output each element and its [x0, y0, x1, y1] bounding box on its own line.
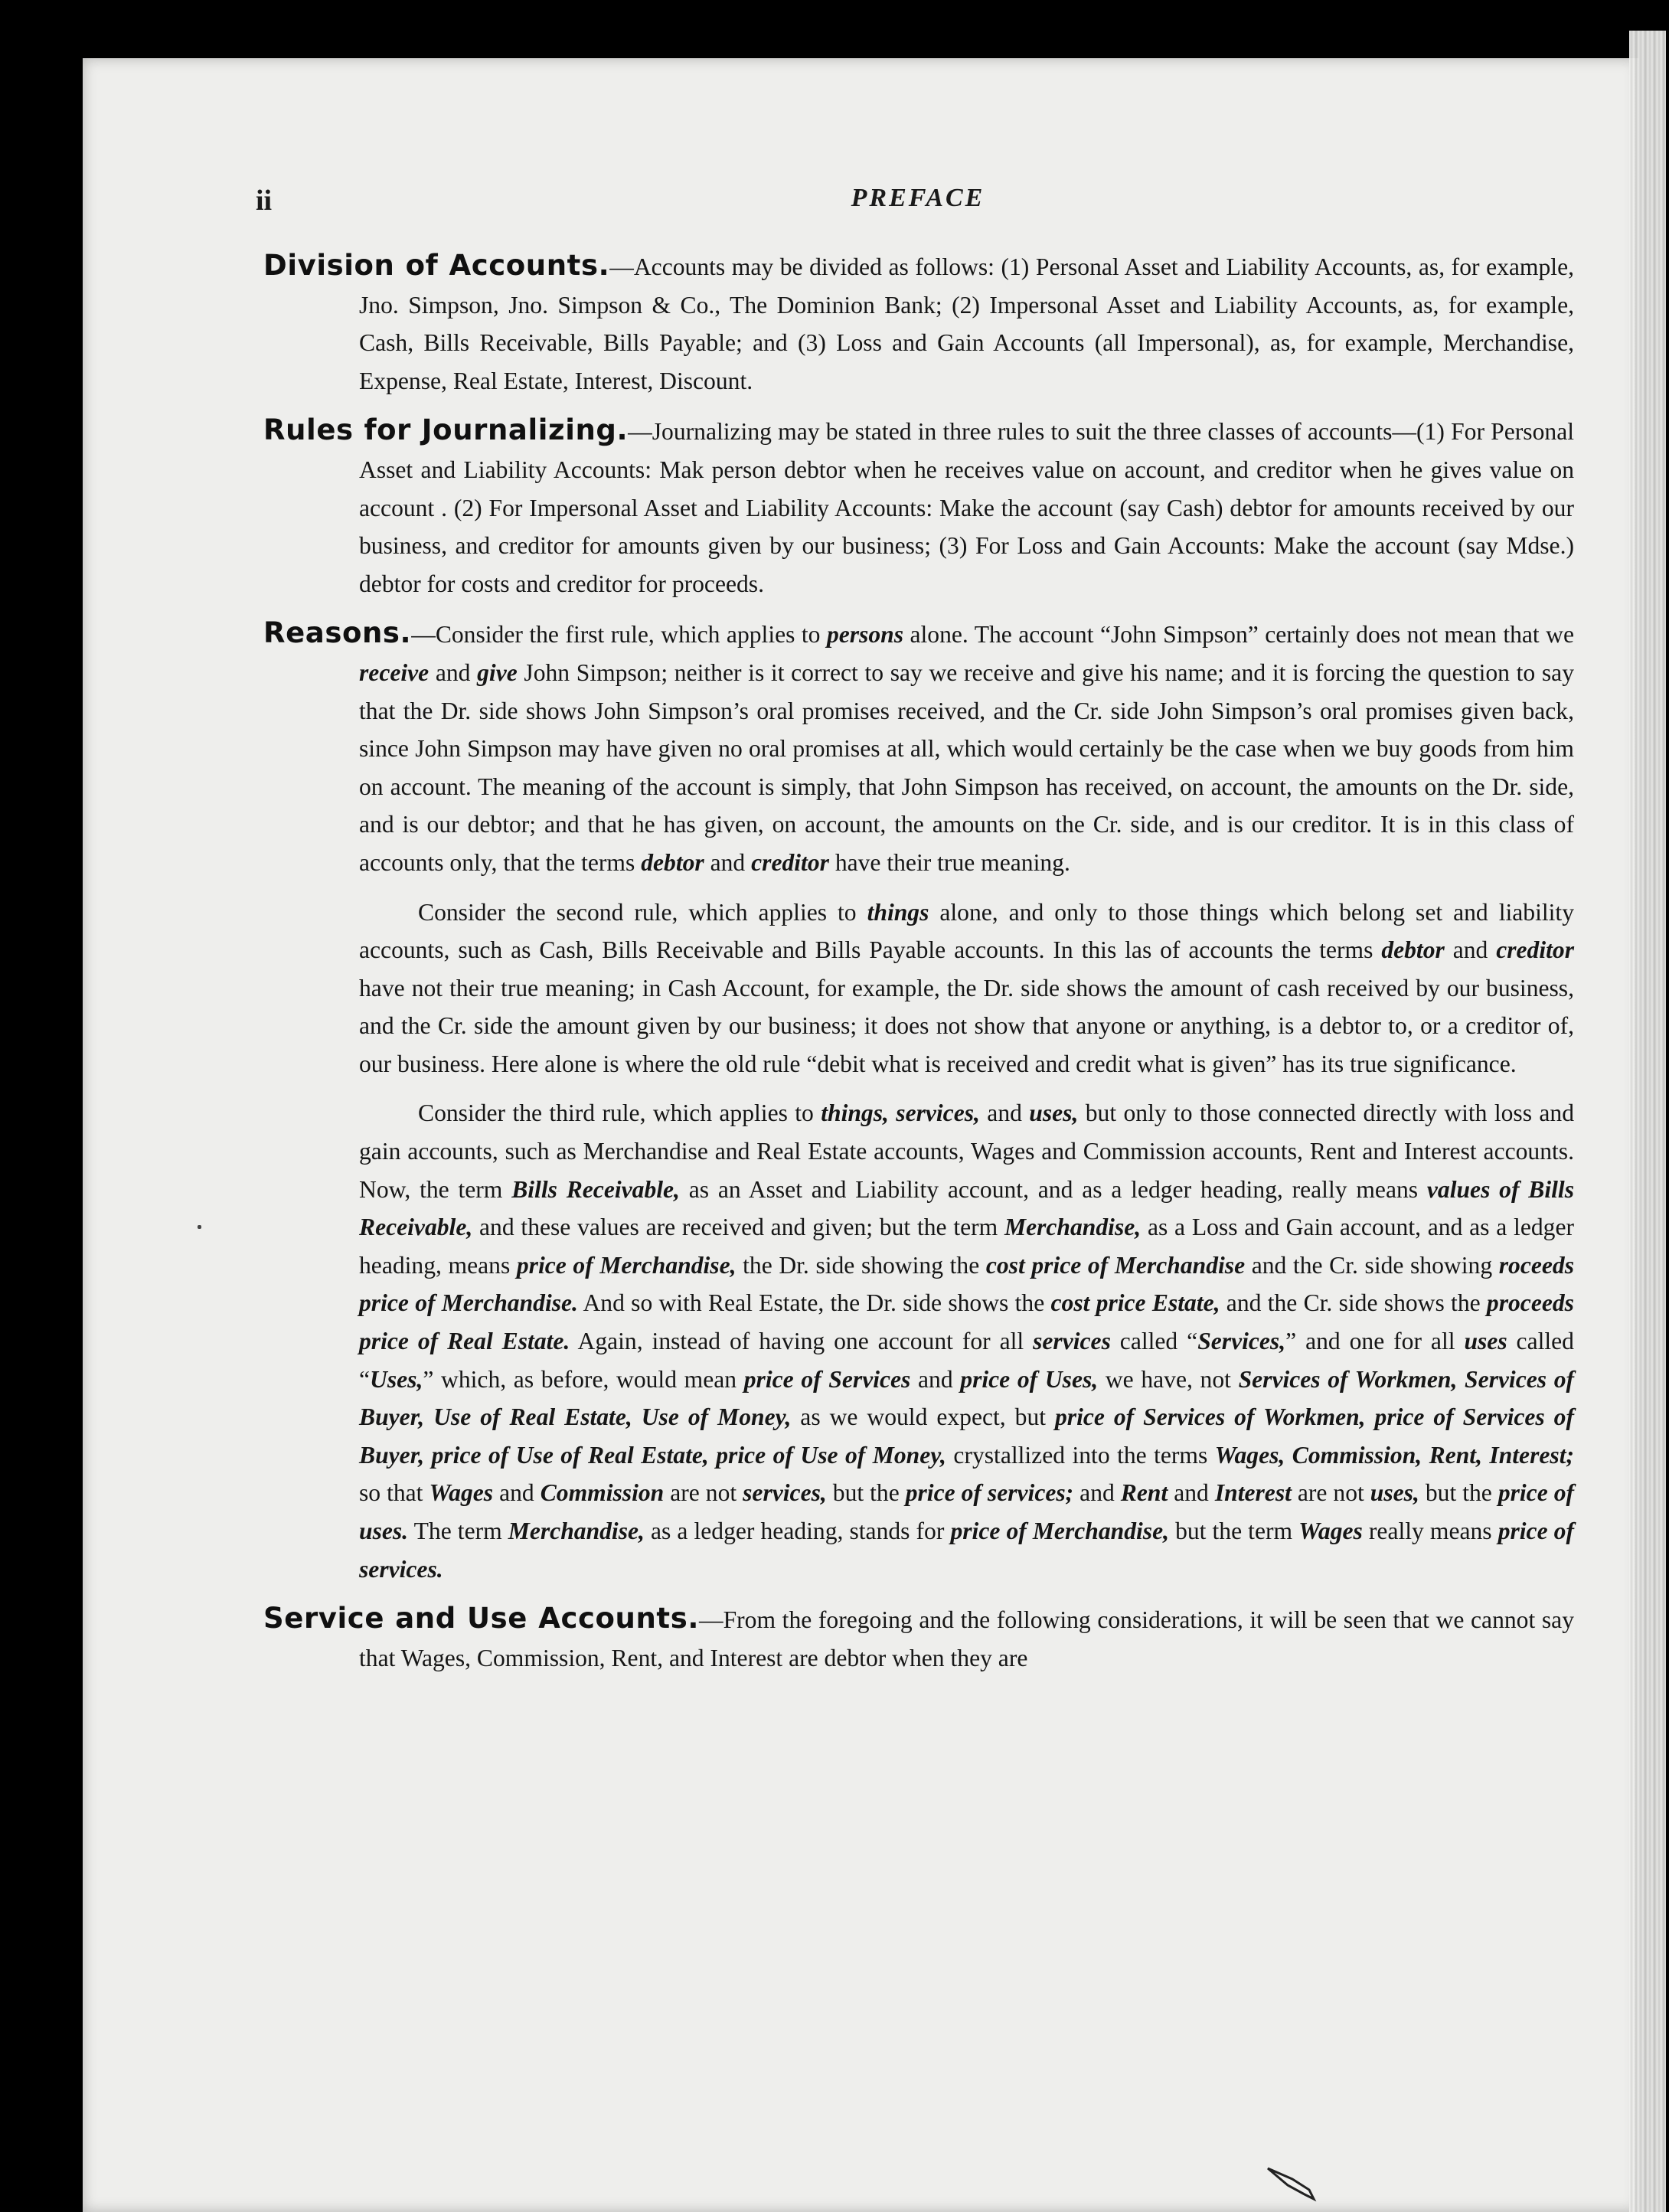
emphasis-run: price of Merchandise, — [950, 1518, 1169, 1544]
emphasis-run: Uses, — [370, 1365, 423, 1393]
emphasis-run: services — [1033, 1328, 1111, 1355]
section-text: —Accounts may be divided as follows: (1) Personal Asset and Liability Accounts, as, for example, Jno. Simpson, Jno. Simpson & Co., The Dominion Bank; (2) Impersonal Asset and Liability Accounts, as, for example, Cash, Bills Receivable, Bills Payable; and (3) Loss and Gain Accounts (all Impersonal), as, for example, Merchandise, Expense, Real Estate, Interest, Discount. — [359, 253, 1574, 394]
emphasis-run: creditor — [1496, 936, 1574, 964]
text-run: and the Cr. side shows the — [1220, 1289, 1487, 1317]
section-text: —Journalizing may be stated in three rules to suit the three classes of accounts—(1) For Personal Asset and Liability Accounts: Mak person debtor when he receives value on account, and creditor when he gives value on account . (2) For Impersonal Asset and Liability Accounts: Make the account (say Cash) debtor for amounts received by our business, and creditor for amounts given by our business; (3) For Loss and Gain Accounts: Make the account (say Mdse.) debtor for costs and creditor for proceeds. — [359, 418, 1574, 597]
text-run: so that — [359, 1479, 429, 1507]
text-run: and — [979, 1099, 1030, 1127]
emphasis-run: uses — [1464, 1328, 1507, 1355]
emphasis-run: price of Services of Workmen, price of Services of Buyer, price of Use of Real Estate, price of Use of Money, — [359, 1403, 1574, 1469]
section-service-and-use-accounts — [263, 1599, 1574, 1677]
text-run: and — [910, 1365, 961, 1393]
text-run: and — [1073, 1479, 1121, 1507]
emphasis-run: roceeds price of Merchandise. — [359, 1251, 1575, 1317]
running-head: PREFACE — [851, 184, 985, 212]
emphasis-run: cost price — [1050, 1289, 1146, 1317]
text-run: and — [493, 1479, 541, 1507]
emphasis-run: receive — [359, 658, 429, 686]
text-run: crystallized into the terms — [946, 1441, 1215, 1469]
emphasis-run: Wages — [1298, 1518, 1363, 1544]
text-run — [1146, 1289, 1152, 1316]
page-edge-stack — [1629, 31, 1666, 2212]
text-run: are not — [664, 1479, 743, 1507]
text-run: called “ — [1110, 1328, 1198, 1355]
section-heading: Service and Use Accounts. — [263, 1602, 699, 1635]
text-run: And so with Real Estate, the Dr. side shows the — [577, 1289, 1051, 1317]
emphasis-run: things, services, — [821, 1099, 980, 1127]
text-run: John Simpson; neither is it correct to say we receive and give his name; and it is forcing the question to say that the Dr. side shows John Simpson’s oral promises received, and the Cr. side John Simpson’s oral promises given back, since John Simpson may have given no oral promises at all, which would certainly be the case when we buy goods from him on account. The meaning of the account is simply, that John Simpson has received, on account, the amounts on the Dr. side, and is our debtor; and that he has given, on account, the amounts on the Cr. side, and is our creditor. It is in this class of accounts only, that the terms — [359, 658, 1574, 876]
emphasis-run: proceeds price of Real Estate. — [359, 1289, 1574, 1355]
emphasis-run: persons — [826, 621, 904, 649]
emphasis-run: cost price of Merchandise — [985, 1251, 1246, 1279]
emphasis-run: price of Services — [743, 1365, 911, 1393]
section-text: —From the foregoing and the following considerations, it will be seen that we cannot say that Wages, Commission, Rent, and Interest are debtor when they are — [359, 1606, 1574, 1671]
text-run: alone. The account “John Simpson” certainly does not mean that we — [903, 621, 1574, 649]
emphasis-run: Interest — [1214, 1479, 1292, 1507]
text-run: but the — [1419, 1479, 1498, 1507]
emphasis-run: price of Uses, — [960, 1365, 1099, 1393]
emphasis-run: Merchandise, — [1004, 1214, 1142, 1241]
emphasis-run: Services of Workmen, Services of Buyer, Use of Real Estate, Use of Money, — [359, 1365, 1575, 1431]
emphasis-run: price of Merchandise, — [516, 1251, 737, 1279]
emphasis-run: Rent — [1120, 1479, 1168, 1507]
text-run: but only to those connected directly with loss and gain accounts, such as Merchandise and Real Estate accounts, Wages and Commission accounts, Rent and Interest accounts. Now, the term — [359, 1099, 1574, 1203]
emphasis-run: give — [477, 658, 518, 686]
text-run: but the — [826, 1479, 906, 1507]
emphasis-run: Commission — [540, 1479, 665, 1507]
text-run: have not their true meaning; in Cash Account, for example, the Dr. side shows the amount of cash received by our business, and the Cr. side the amount given by our business; it does not show that anyone or anything, is a debtor to, or a creditor of, our business. Here alone is where the old rule “debit what is received and credit what is given” has its true significance. — [359, 974, 1574, 1077]
emphasis-run: things — [867, 898, 929, 926]
emphasis-run: services, — [743, 1479, 827, 1507]
text-run: —Consider the first rule, which applies to — [411, 621, 827, 649]
emphasis-run: creditor — [751, 848, 829, 876]
text-run: and these values are received and given; but the term — [472, 1214, 1004, 1241]
emphasis-run: Estate, — [1151, 1289, 1220, 1317]
emphasis-run: price of services; — [905, 1479, 1074, 1507]
text-run: really means — [1362, 1518, 1498, 1544]
emphasis-run: values of Bills Receivable, — [359, 1175, 1574, 1241]
emphasis-run: price of uses. — [359, 1479, 1575, 1544]
text-run: as a ledger heading, stands for — [644, 1518, 951, 1544]
emphasis-run: debtor — [1381, 936, 1445, 964]
text-run: Consider the third rule, which applies to — [418, 1099, 821, 1127]
paragraph-second-rule — [263, 894, 1574, 1083]
text-run: and — [704, 848, 752, 876]
emphasis-run: debtor — [641, 848, 704, 876]
page-header — [256, 184, 1580, 230]
emphasis-run: Merchandise, — [508, 1518, 645, 1544]
text-run: Consider the second rule, which applies to — [418, 898, 867, 926]
page-body — [263, 247, 1574, 1688]
emphasis-run: Bills Receivable, — [511, 1175, 680, 1203]
emphasis-run: Services, — [1197, 1328, 1286, 1355]
emphasis-run: Wages, Commission, Rent, Interest; — [1214, 1441, 1574, 1469]
emphasis-run: price of services. — [359, 1518, 1574, 1583]
paragraph-third-rule — [263, 1094, 1574, 1588]
emphasis-run: Wages — [429, 1479, 494, 1507]
section-heading: Rules for Journalizing. — [263, 413, 629, 447]
scan-artifact — [1265, 2164, 1318, 2202]
text-run: and — [1168, 1479, 1215, 1507]
text-run: The term — [408, 1518, 508, 1544]
text-run: ” which, as before, would mean — [423, 1365, 744, 1393]
text-run: as an Asset and Liability account, and as a ledger heading, really means — [679, 1175, 1427, 1203]
section-reasons — [263, 614, 1574, 881]
text-run: and the Cr. side showing — [1245, 1251, 1499, 1279]
section-heading: Reasons. — [263, 616, 412, 650]
section-rules-for-journalizing — [263, 411, 1574, 603]
text-run: alone, and only to those things which belong set and liability accounts, such as Cash, Bills Receivable and Bills Payable accounts. In this las of accounts the terms — [359, 898, 1574, 964]
text-run: we have, not — [1098, 1365, 1239, 1393]
text-run: as we would expect, but — [791, 1403, 1055, 1431]
emphasis-run: uses, — [1370, 1479, 1419, 1507]
text-run: called “ — [359, 1328, 1574, 1393]
text-run: Again, instead of having one account for all — [570, 1328, 1034, 1355]
text-run: are not — [1291, 1479, 1370, 1507]
section-division-of-accounts — [263, 247, 1574, 400]
text-run: have their true meaning. — [828, 848, 1070, 876]
text-run: but the term — [1169, 1518, 1299, 1544]
text-run: ” and one for all — [1285, 1328, 1465, 1355]
scan-speck — [198, 1225, 201, 1229]
text-run: as a Loss and Gain account, and as a ledger heading, means — [359, 1214, 1574, 1279]
text-run: and — [1444, 936, 1497, 964]
text-run: and — [429, 658, 478, 686]
page-number: ii — [256, 185, 273, 217]
text-run: the Dr. side showing the — [736, 1251, 986, 1279]
emphasis-run: uses, — [1029, 1099, 1079, 1127]
section-heading: Division of Accounts. — [263, 249, 610, 282]
